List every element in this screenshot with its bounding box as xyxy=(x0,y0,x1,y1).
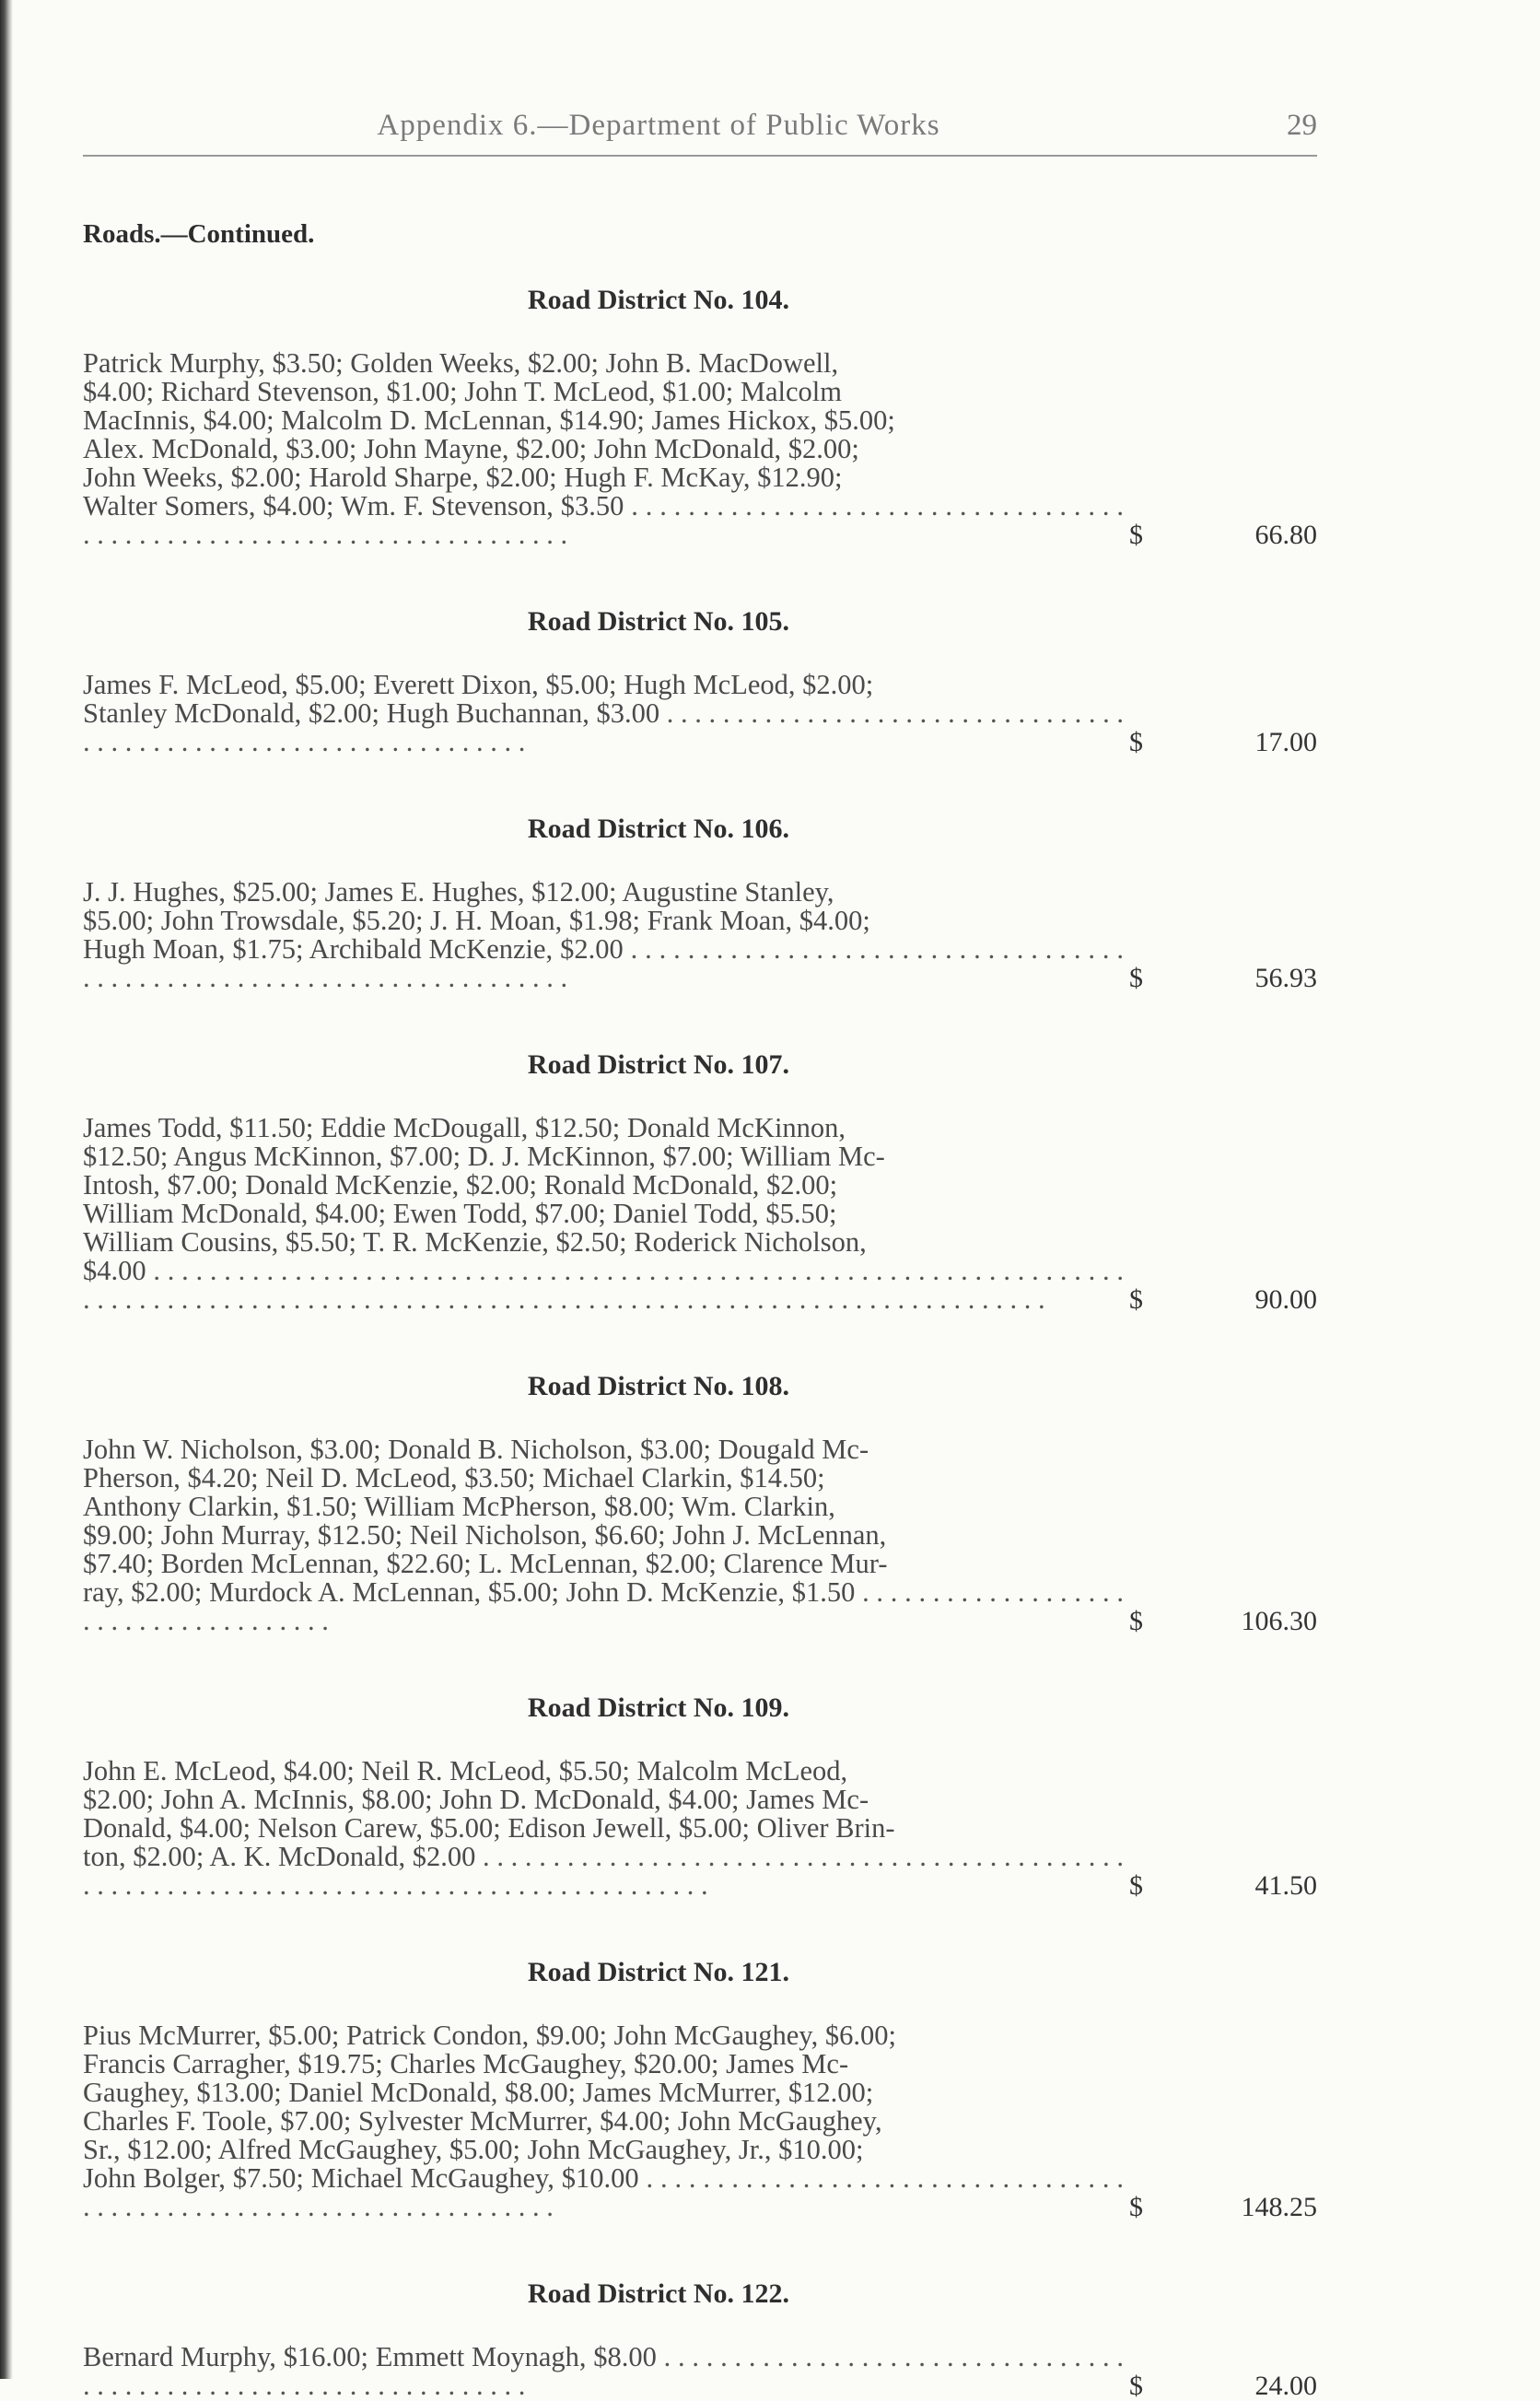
entry-line-text: John Weeks, $2.00; Harold Sharpe, $2.00; Hugh F. McKay, $12.90; xyxy=(83,462,843,493)
entry-line xyxy=(83,935,1124,992)
entry-line xyxy=(83,1550,1124,1578)
entry-line-text: William McDonald, $4.00; Ewen Todd, $7.00; Daniel Todd, $5.50; xyxy=(83,1198,837,1229)
entry-line xyxy=(83,1142,1124,1171)
district-entries xyxy=(83,1757,1317,1900)
entry-line xyxy=(83,1578,1124,1635)
entry-line xyxy=(83,1757,1124,1786)
district-title: Road District No. 105. xyxy=(527,606,790,637)
entry-line-text: James F. McLeod, $5.00; Everett Dixon, $5.00; Hugh McLeod, $2.00; xyxy=(83,669,874,700)
entry-line-text: $4.00 xyxy=(83,1255,146,1286)
entry-line-text: Alex. McDonald, $3.00; John Mayne, $2.00; John McDonald, $2.00; xyxy=(83,433,859,464)
entry-line xyxy=(83,2050,1124,2079)
district-entries xyxy=(83,1114,1317,1314)
entry-line xyxy=(83,1228,1124,1257)
document-page xyxy=(83,100,1317,2400)
road-district-block xyxy=(83,285,1317,549)
dot-leader: . . . . . . . . . . . . . . . . . . . . . . . . . . . . . . . . . . . . . . . . . . . . . . . . . . . . . . . . . . . . . . . . . . . . . . . . . . . . . . . . . . . . . . . . . . . . . . . . . . . . . . . . . . . . . . . . . . . . . . . . . . . . . . . . . . . . . . . . . . xyxy=(83,1255,1124,1315)
district-total: 41.50 xyxy=(1254,1870,1317,1901)
entry-line xyxy=(83,2164,1124,2221)
entry-line-text: J. J. Hughes, $25.00; James E. Hughes, $12.00; Augustine Stanley, xyxy=(83,876,834,908)
entry-line xyxy=(83,1843,1124,1900)
district-title: Road District No. 122. xyxy=(527,2278,790,2309)
entry-line xyxy=(83,435,1124,463)
entry-line-text: John Bolger, $7.50; Michael McGaughey, $10.00 xyxy=(83,2162,639,2194)
entry-line-text: Pherson, $4.20; Neil D. McLeod, $3.50; Michael Clarkin, $14.50; xyxy=(83,1462,825,1493)
district-total: 90.00 xyxy=(1254,1284,1317,1315)
district-total: 148.25 xyxy=(1241,2192,1317,2222)
running-title: Appendix 6.—Department of Public Works xyxy=(377,109,940,142)
contributor-list xyxy=(83,2343,1124,2400)
entry-line-text: MacInnis, $4.00; Malcolm D. McLennan, $14.90; James Hickox, $5.00; xyxy=(83,404,895,436)
entry-line xyxy=(83,492,1124,549)
dollar-sign: $ xyxy=(1129,1870,1143,1901)
entry-line-text: John E. McLeod, $4.00; Neil R. McLeod, $5.50; Malcolm McLeod, xyxy=(83,1755,848,1786)
entry-line xyxy=(83,1464,1124,1493)
district-entries xyxy=(83,671,1317,756)
entry-line xyxy=(83,699,1124,756)
district-entries xyxy=(83,2343,1317,2400)
running-header xyxy=(83,100,1317,157)
page-binding-edge xyxy=(0,0,13,2379)
dot-leader: . . . . . . . . . . . . . . . . . . . . . . . . . . . . . . . . . . . . . . . . . . . . . . . . . . . . . . . . . . . . . . . . . . . . . . xyxy=(83,490,1125,550)
entry-line xyxy=(83,671,1124,699)
dollar-sign: $ xyxy=(1129,520,1143,550)
entry-line-text: $2.00; John A. McInnis, $8.00; John D. McDonald, $4.00; James Mc- xyxy=(83,1784,869,1815)
entry-line xyxy=(83,463,1124,492)
road-district-block xyxy=(83,1957,1317,2221)
dollar-sign: $ xyxy=(1129,1284,1143,1315)
district-total: 106.30 xyxy=(1241,1606,1317,1636)
dollar-sign: $ xyxy=(1129,963,1143,993)
entry-line-text: ton, $2.00; A. K. McDonald, $2.00 xyxy=(83,1841,476,1872)
district-title: Road District No. 109. xyxy=(527,1692,790,1723)
page-number: 29 xyxy=(1287,109,1317,142)
section-heading: Roads.—Continued. xyxy=(83,219,315,249)
entry-line-text: Pius McMurrer, $5.00; Patrick Condon, $9.00; John McGaughey, $6.00; xyxy=(83,2020,896,2051)
entry-line-text: Anthony Clarkin, $1.50; William McPherson, $8.00; Wm. Clarkin, xyxy=(83,1491,835,1522)
entry-line-text: ray, $2.00; Murdock A. McLennan, $5.00; John D. McKenzie, $1.50 xyxy=(83,1576,856,1608)
district-title: Road District No. 104. xyxy=(527,285,790,315)
entry-line-text: James Todd, $11.50; Eddie McDougall, $12.50; Donald McKinnon, xyxy=(83,1112,846,1143)
entry-line-text: $4.00; Richard Stevenson, $1.00; John T. McLeod, $1.00; Malcolm xyxy=(83,376,842,407)
dollar-sign: $ xyxy=(1129,727,1143,757)
entry-line-text: Hugh Moan, $1.75; Archibald McKenzie, $2.00 xyxy=(83,933,624,965)
entry-line xyxy=(83,2343,1124,2400)
road-district-block xyxy=(83,2278,1317,2400)
entry-line-text: $5.00; John Trowsdale, $5.20; J. H. Moan, $1.98; Frank Moan, $4.00; xyxy=(83,905,870,936)
contributor-list xyxy=(83,2021,1124,2221)
entry-line-text: $7.40; Borden McLennan, $22.60; L. McLennan, $2.00; Clarence Mur- xyxy=(83,1548,888,1579)
entry-line xyxy=(83,1114,1124,1142)
entry-line-text: Sr., $12.00; Alfred McGaughey, $5.00; John McGaughey, Jr., $10.00; xyxy=(83,2134,864,2165)
district-total: 66.80 xyxy=(1254,520,1317,550)
entry-line-text: Gaughey, $13.00; Daniel McDonald, $8.00; James McMurrer, $12.00; xyxy=(83,2077,874,2108)
entry-line-text: Francis Carragher, $19.75; Charles McGaughey, $20.00; James Mc- xyxy=(83,2048,849,2079)
contributor-list xyxy=(83,1114,1124,1314)
district-entries xyxy=(83,349,1317,549)
entry-line xyxy=(83,1493,1124,1521)
contributor-list xyxy=(83,1757,1124,1900)
contributor-list xyxy=(83,1435,1124,1635)
road-district-block xyxy=(83,1049,1317,1314)
entry-line xyxy=(83,378,1124,406)
dot-leader: . . . . . . . . . . . . . . . . . . . . . . . . . . . . . . . . . . . . . . . . . . . . . . . . . . . . . . . . . . . . . . . . . xyxy=(83,697,1124,757)
entry-line xyxy=(83,1786,1124,1814)
district-title: Road District No. 106. xyxy=(527,814,790,844)
entry-line xyxy=(83,1200,1124,1228)
dot-leader: . . . . . . . . . . . . . . . . . . . . . . . . . . . . . . . . . . . . . xyxy=(83,1576,1124,1636)
entry-line-text: Charles F. Toole, $7.00; Sylvester McMurrer, $4.00; John McGaughey, xyxy=(83,2105,882,2137)
entry-line-text: $12.50; Angus McKinnon, $7.00; D. J. McKinnon, $7.00; William Mc- xyxy=(83,1141,885,1172)
dot-leader: . . . . . . . . . . . . . . . . . . . . . . . . . . . . . . . . . . . . . . . . . . . . . . . . . . . . . . . . . . . . . . . . . . . . . . . . . . . . . . . . . . . . . . . . . . . xyxy=(83,1841,1125,1901)
entry-line xyxy=(83,2079,1124,2107)
entry-line-text: Bernard Murphy, $16.00; Emmett Moynagh, $8.00 xyxy=(83,2341,657,2372)
entry-line-text: Donald, $4.00; Nelson Carew, $5.00; Edison Jewell, $5.00; Oliver Brin- xyxy=(83,1812,895,1844)
entry-line-text: Stanley McDonald, $2.00; Hugh Buchannan, $3.00 xyxy=(83,697,660,729)
entry-line xyxy=(83,878,1124,907)
district-entries xyxy=(83,2021,1317,2221)
contributor-list xyxy=(83,878,1124,992)
dollar-sign: $ xyxy=(1129,2192,1143,2222)
district-title: Road District No. 107. xyxy=(527,1049,790,1080)
entry-line xyxy=(83,1435,1124,1464)
entry-line xyxy=(83,406,1124,435)
dot-leader: . . . . . . . . . . . . . . . . . . . . . . . . . . . . . . . . . . . . . . . . . . . . . . . . . . . . . . . . . . . . . . . . . xyxy=(83,2341,1125,2401)
entry-line-text: $9.00; John Murray, $12.50; Neil Nicholson, $6.60; John J. McLennan, xyxy=(83,1519,887,1551)
entry-line xyxy=(83,1814,1124,1843)
district-title: Road District No. 108. xyxy=(527,1371,790,1401)
entry-line-text: Walter Somers, $4.00; Wm. F. Stevenson, $3.50 xyxy=(83,490,624,521)
road-district-block xyxy=(83,1692,1317,1900)
district-title: Road District No. 121. xyxy=(527,1957,790,1987)
road-district-block xyxy=(83,1371,1317,1635)
dot-leader: . . . . . . . . . . . . . . . . . . . . . . . . . . . . . . . . . . . . . . . . . . . . . . . . . . . . . . . . . . . . . . . . . . . . . . xyxy=(83,933,1125,993)
entry-line-text: Intosh, $7.00; Donald McKenzie, $2.00; Ronald McDonald, $2.00; xyxy=(83,1169,838,1200)
district-list xyxy=(83,285,1317,2400)
road-district-block xyxy=(83,814,1317,992)
entry-line xyxy=(83,2107,1124,2136)
dollar-sign: $ xyxy=(1129,2371,1143,2401)
district-total: 17.00 xyxy=(1254,727,1317,757)
entry-line-text: Patrick Murphy, $3.50; Golden Weeks, $2.00; John B. MacDowell, xyxy=(83,347,839,379)
entry-line xyxy=(83,1171,1124,1200)
entry-line-text: William Cousins, $5.50; T. R. McKenzie, $2.50; Roderick Nicholson, xyxy=(83,1226,867,1258)
entry-line xyxy=(83,1257,1124,1314)
district-entries xyxy=(83,878,1317,992)
dollar-sign: $ xyxy=(1129,1606,1143,1636)
district-total: 56.93 xyxy=(1254,963,1317,993)
entry-line xyxy=(83,349,1124,378)
contributor-list xyxy=(83,349,1124,549)
district-total: 24.00 xyxy=(1254,2371,1317,2401)
entry-line xyxy=(83,907,1124,935)
entry-line xyxy=(83,2021,1124,2050)
district-entries xyxy=(83,1435,1317,1635)
contributor-list xyxy=(83,671,1124,756)
entry-line xyxy=(83,1521,1124,1550)
road-district-block xyxy=(83,606,1317,756)
entry-line-text: John W. Nicholson, $3.00; Donald B. Nicholson, $3.00; Dougald Mc- xyxy=(83,1434,869,1465)
entry-line xyxy=(83,2136,1124,2164)
dot-leader: . . . . . . . . . . . . . . . . . . . . . . . . . . . . . . . . . . . . . . . . . . . . . . . . . . . . . . . . . . . . . . . . . . . . xyxy=(83,2162,1124,2222)
